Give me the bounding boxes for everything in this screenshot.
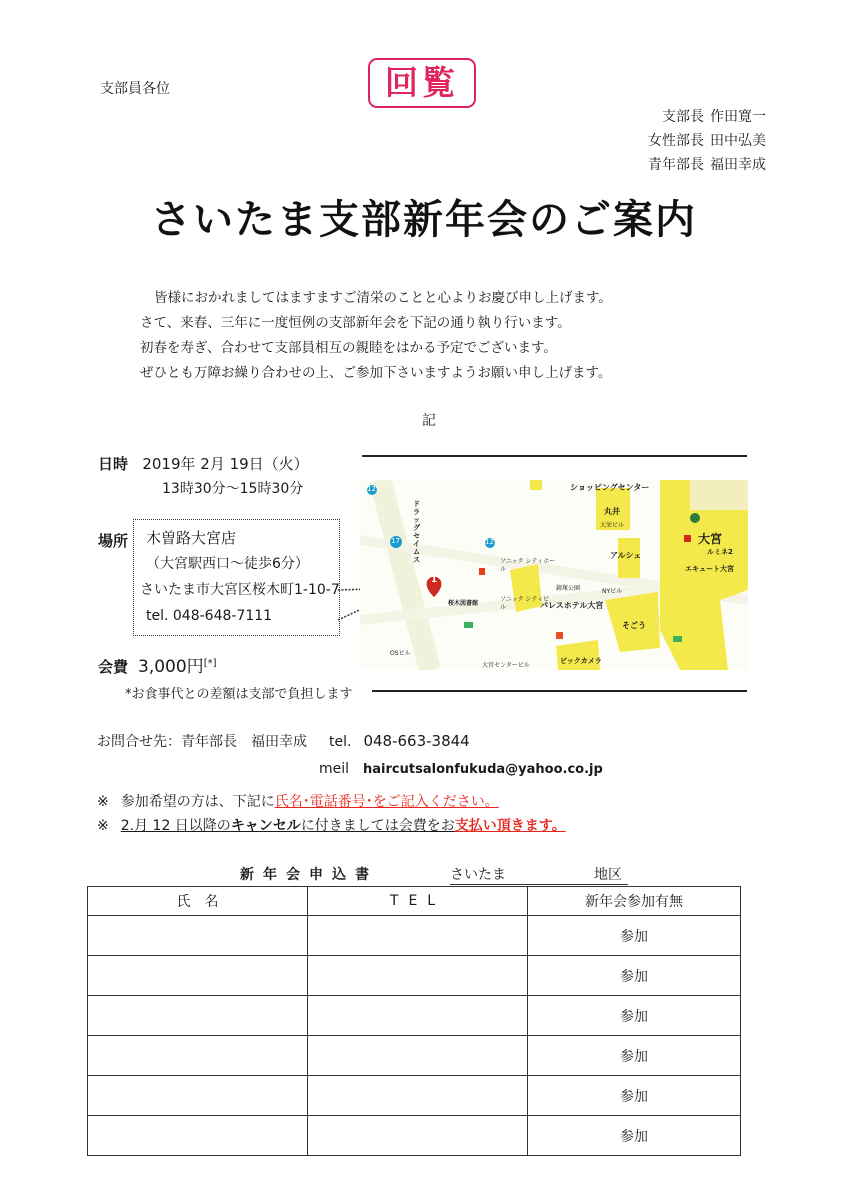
note-mark: ※: [97, 794, 109, 810]
greeting-line: さて、来春、三年に一度恒例の支部新年会を下記の通り執り行います。: [140, 315, 571, 331]
map-label-shopping: ショッピングセンター: [570, 483, 650, 492]
note-text: 参加希望の方は、下記に: [120, 794, 275, 810]
tel-cell[interactable]: [308, 996, 528, 1036]
fee-footnote-mark: [*]: [203, 658, 217, 669]
name-cell[interactable]: [88, 996, 308, 1036]
officer-row: [648, 153, 766, 177]
header-tel: TEL: [308, 887, 528, 916]
fee-section: [98, 652, 217, 677]
table-row: [88, 1116, 741, 1156]
note-cancel-word: キャンセル: [230, 818, 301, 834]
map-label-sonic-hall: ソニック シティホール: [500, 558, 556, 573]
map-label-palace: パレスホテル大宮: [540, 601, 604, 610]
jr-icon: [690, 513, 700, 523]
station-icon: [684, 535, 691, 542]
place-details: [140, 525, 340, 629]
officer-role: 女性部長: [648, 133, 704, 149]
notes-section: [97, 790, 566, 838]
bank-icon: [673, 636, 682, 642]
venue-address: さいたま市大宮区桜木町1-10-7: [140, 582, 340, 598]
table-row: [88, 956, 741, 996]
note-highlight: 氏名･電話番号･をご記入ください。: [274, 794, 499, 810]
bank-icon: [464, 622, 473, 628]
map-label-arche: アルシェ: [610, 551, 642, 560]
attend-cell[interactable]: 参加: [528, 996, 741, 1036]
map-label-park: 鐘塚公園: [556, 585, 581, 592]
attend-cell[interactable]: 参加: [528, 1076, 741, 1116]
note-text: に付きましては会費をお: [300, 818, 455, 834]
table-header-row: [88, 887, 741, 916]
datetime-section: [98, 452, 309, 502]
region-value: さいたま: [450, 867, 506, 883]
fee-note: *お食事代との差額は支部で負担します: [125, 687, 353, 702]
officer-row: [648, 105, 766, 129]
table-row: [88, 996, 741, 1036]
table-row: [88, 1076, 741, 1116]
map-label-ecute: エキュート大宮: [685, 565, 734, 573]
attend-cell[interactable]: 参加: [528, 916, 741, 956]
contact-tel: 048-663-3844: [363, 732, 470, 750]
officer-role: 青年部長: [648, 157, 704, 173]
greeting-paragraph: [140, 286, 612, 386]
attend-cell[interactable]: 参加: [528, 1036, 741, 1076]
tel-cell[interactable]: [308, 956, 528, 996]
contact-tel-label: tel.: [329, 734, 352, 750]
form-region-field[interactable]: [450, 864, 628, 885]
contact-section: [97, 728, 603, 783]
note-date: 2.月 12 日以降の: [120, 818, 231, 834]
map-label-sonic-bldg: ソニック シティビル: [500, 596, 550, 611]
tel-cell[interactable]: [308, 1116, 528, 1156]
location-map: [360, 480, 748, 670]
circulation-stamp: 回覧: [368, 58, 476, 108]
route-121b-label: 121: [485, 538, 499, 546]
map-label-os: OSビル: [390, 650, 411, 657]
venue-access: （大宮駅西口～徒歩6分）: [146, 556, 309, 572]
officer-name: 福田幸成: [710, 157, 766, 173]
name-cell[interactable]: [88, 1076, 308, 1116]
fee-label: 会費: [98, 658, 129, 676]
ki-heading: 記: [422, 413, 436, 429]
tel-cell[interactable]: [308, 1076, 528, 1116]
map-label-marui: 丸井: [604, 507, 620, 516]
map-label-sogo: そごう: [622, 621, 646, 630]
officer-name: 田中弘美: [710, 133, 766, 149]
map-label-library: 桜木図書館: [448, 600, 479, 607]
contact-label: お問合せ先：青年部長 福田幸成: [97, 734, 307, 750]
map-label-ny: NYビル: [602, 588, 623, 595]
seven-eleven-icon: [556, 632, 563, 639]
officer-row: [648, 129, 766, 153]
fee-amount: 3,000円: [138, 657, 204, 677]
contact-email[interactable]: haircutsalonfukuda@yahoo.co.jp: [363, 762, 603, 777]
greeting-line: 皆様におかれましてはますますご清栄のことと心よりお慶び申し上げます。: [154, 290, 612, 306]
tel-cell[interactable]: [308, 916, 528, 956]
addressee: 支部員各位: [100, 81, 170, 97]
note-mark: ※: [97, 818, 109, 834]
map-label-lumine: ルミネ2: [707, 548, 733, 556]
note-signup: [97, 790, 566, 814]
name-cell[interactable]: [88, 916, 308, 956]
signup-table: [87, 886, 741, 1156]
greeting-line: 初春を寿ぎ、合わせて支部員相互の親睦をはかる予定でございます。: [140, 340, 557, 356]
datetime-label: 日時: [98, 455, 129, 473]
map-label-drug: ドラッグセイムス: [413, 500, 420, 564]
venue-tel: tel. 048-648-7111: [146, 608, 273, 624]
page-title: さいたま支部新年会のご案内: [151, 197, 697, 243]
attend-cell[interactable]: 参加: [528, 1116, 741, 1156]
note-cancel: [97, 814, 566, 838]
table-row: [88, 916, 741, 956]
map-top-rule: [362, 455, 747, 457]
contact-mail-label: meil: [319, 761, 350, 777]
venue-pin-number: 1: [430, 575, 438, 585]
mcdonalds-icon: [479, 568, 485, 575]
header-name: 氏 名: [88, 887, 308, 916]
table-row: [88, 1036, 741, 1076]
route-121-label: 121: [367, 485, 381, 493]
map-bottom-rule: [372, 690, 747, 692]
attend-cell[interactable]: 参加: [528, 956, 741, 996]
map-label-daiichi: 大栄ビル: [600, 522, 625, 529]
map-label-station: 大宮: [698, 532, 723, 546]
name-cell[interactable]: [88, 1036, 308, 1076]
name-cell[interactable]: [88, 1116, 308, 1156]
tel-cell[interactable]: [308, 1036, 528, 1076]
map-label-bic: ビックカメラ: [560, 657, 602, 665]
officer-name: 作田寛一: [710, 109, 766, 125]
officers-list: [648, 105, 766, 177]
event-time: 13時30分～15時30分: [162, 481, 304, 497]
header-attend: 新年会参加有無: [528, 887, 741, 916]
route-17-label: 17: [391, 537, 400, 545]
event-date: 2019年 2月 19日（火）: [142, 455, 309, 473]
officer-role: 支部長: [662, 109, 704, 125]
map-label-center: 大宮センタービル: [482, 662, 530, 669]
greeting-line: ぜひとも万障お繰り合わせの上、ご参加下さいますようお願い申し上げます。: [140, 365, 612, 381]
venue-name: 木曽路大宮店: [146, 529, 237, 547]
form-title: 新年会申込書: [240, 867, 378, 883]
region-label: 地区: [594, 867, 622, 883]
place-label: 場所: [98, 532, 129, 550]
note-highlight: 支払い頂きます。: [454, 818, 566, 834]
name-cell[interactable]: [88, 956, 308, 996]
